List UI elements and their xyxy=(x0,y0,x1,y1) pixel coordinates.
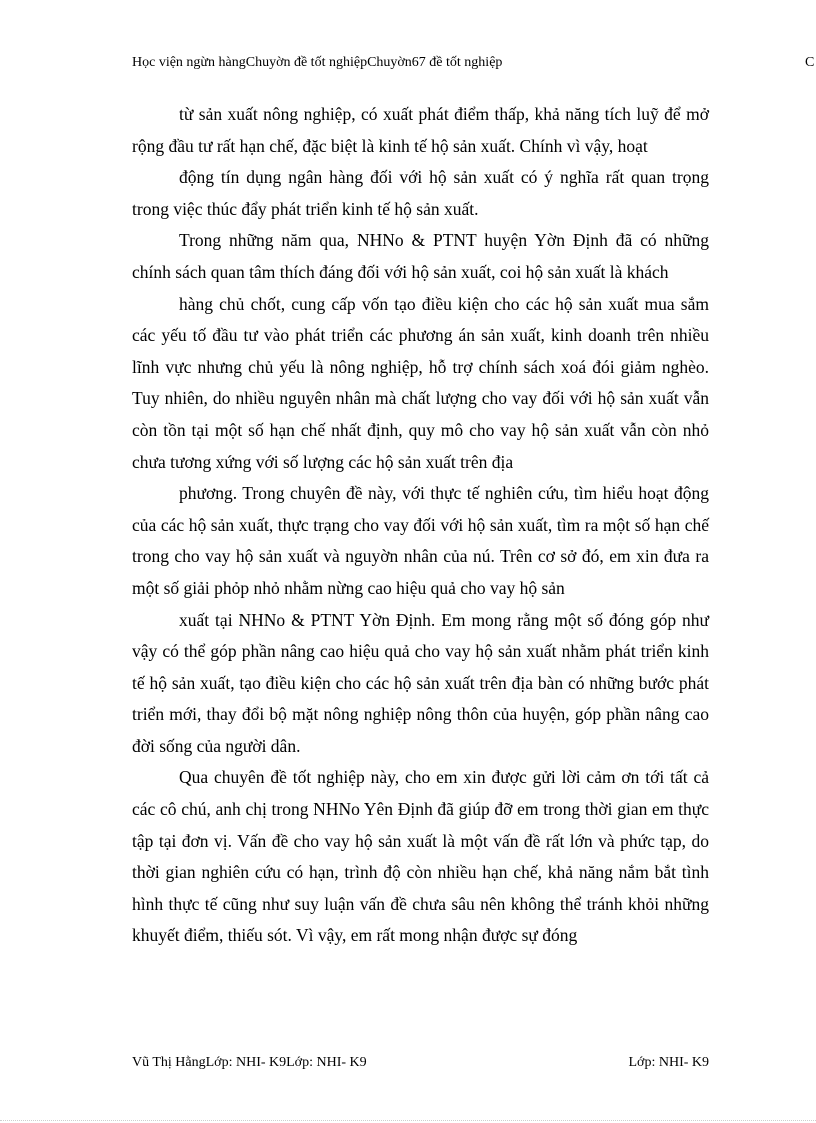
paragraph-5: phương. Trong chuyên đề này, với thực tế nghiên cứu, tìm hiểu hoạt động của các hộ sản xuất, thực trạng cho vay đối với hộ sản xuất, tìm ra một số hạn chế trong cho vay hộ sản xuất và nguyờn nhân của nú. Trên cơ sở đó, em xin đưa ra một số giải phỏp nhỏ nhằm nừng cao hiệu quả cho vay hộ sản xyxy=(132,483,709,598)
paragraph-4: hàng chủ chốt, cung cấp vốn tạo điều kiện cho các hộ sản xuất mua sắm các yếu tố đầu tư vào phát triển các phương án sản xuất, kinh doanh trên nhiều lĩnh vực nhưng chủ yếu là nông nghiệp, hỗ trợ chính sách xoá đói giảm nghèo. Tuy nhiên, do nhiều nguyên nhân mà chất lượng cho vay đối với hộ sản xuất vẫn còn tồn tại một số hạn chế nhất định, quy mô cho vay hộ sản xuất vẫn còn nhỏ chưa tương xứng với số lượng các hộ sản xuất trên địa xyxy=(132,293,709,472)
paragraph-3: Trong những năm qua, NHNo & PTNT huyện Yờn Định đã có những chính sách quan tâm thích đáng đối với hộ sản xuất, coi hộ sản xuất là khách xyxy=(132,230,709,282)
header-title: Học viện ngừn hàngChuyờn đề tốt nghiệpChuyờn67 đề tốt nghiệp xyxy=(132,55,503,70)
paragraph-1: từ sản xuất nông nghiệp, có xuất phát điểm thấp, khả năng tích luỹ để mở rộng đầu tư rất hạn chế, đặc biệt là kinh tế hộ sản xuất. Chính vì vậy, hoạt xyxy=(132,104,709,156)
document-body xyxy=(132,99,709,952)
paragraph-7: Qua chuyên đề tốt nghiệp này, cho em xin được gửi lời cảm ơn tới tất cả các cô chú, anh chị trong NHNo Yên Định đã giúp đỡ em trong thời gian em thực tập tại đơn vị. Vấn đề cho vay hộ sản xuất là một vấn đề rất lớn và phức tạp, do thời gian nghiên cứu có hạn, trình độ còn nhiều hạn chế, khả năng nắm bắt tình hình thực tế cũng như suy luận vấn đề chưa sâu nên không thể tránh khỏi những khuyết điểm, thiếu sót. Vì vậy, em rất mong nhận được sự đóng xyxy=(132,767,709,946)
footer-author-class: Vũ Thị HằngLớp: NHI- K9Lớp: NHI- K9 xyxy=(132,1055,367,1070)
page-header xyxy=(132,52,816,74)
header-right-fragment: C xyxy=(805,55,815,70)
page-footer xyxy=(132,1052,709,1074)
paragraph-2: động tín dụng ngân hàng đối với hộ sản xuất có ý nghĩa rất quan trọng trong việc thúc đẩy phát triển kinh tế hộ sản xuất. xyxy=(132,167,709,219)
paragraph-6: xuất tại NHNo & PTNT Yờn Định. Em mong rằng một số đóng góp như vậy có thể góp phần nâng cao hiệu quả cho vay hộ sản xuất nhằm phát triển kinh tế hộ sản xuất, tạo điều kiện cho các hộ sản xuất trên địa bàn có những bước phát triển mới, thay đổi bộ mặt nông nghiệp nông thôn của huyện, góp phần nâng cao đời sống của người dân. xyxy=(132,609,709,756)
page-edge-divider xyxy=(0,1120,816,1121)
footer-class: Lớp: NHI- K9 xyxy=(628,1055,709,1070)
